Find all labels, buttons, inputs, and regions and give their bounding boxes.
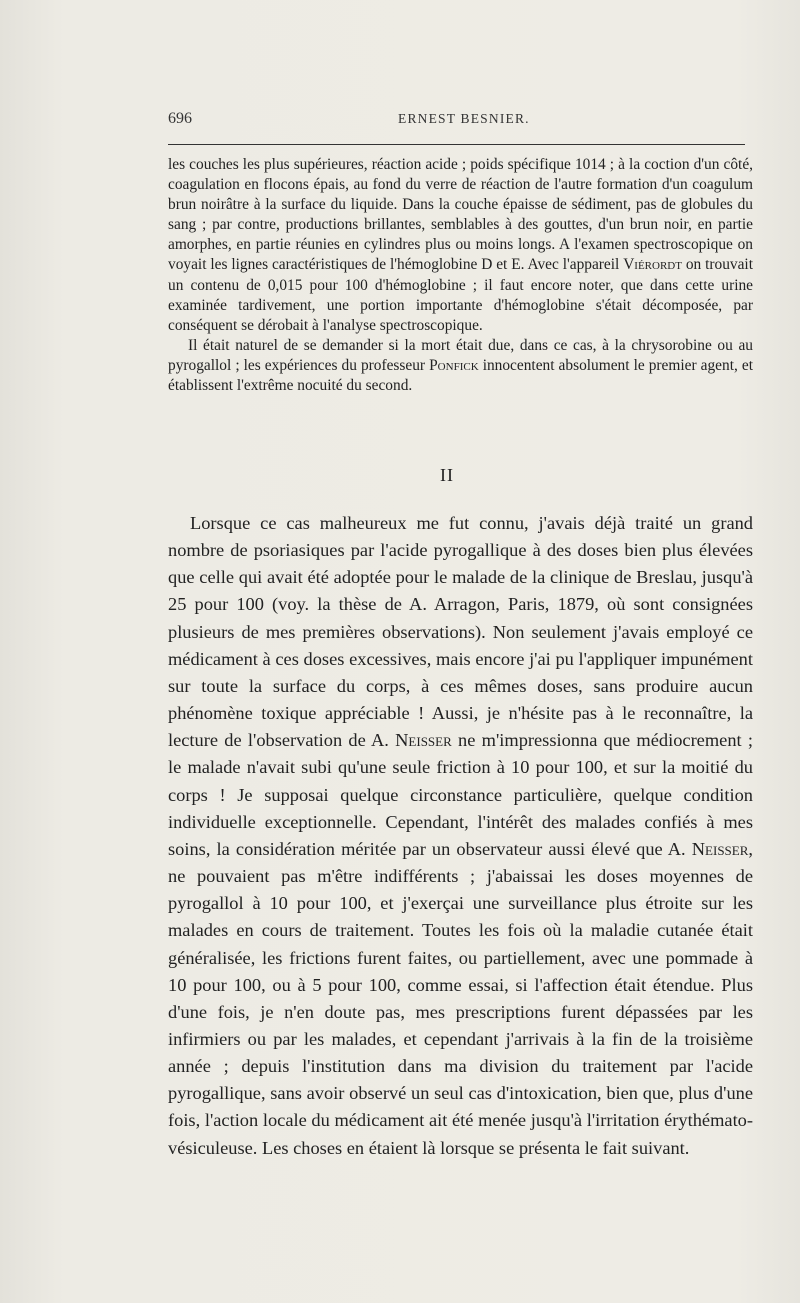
text-fragment: , ne pouvaient pas m'être indifférents ; j'abaissai les doses moyennes de pyrogallol à 10 pour 100, et j'exerçai une surveillance plus étroite sur les malades en cours de traitement. Toutes les fois où la maladie cutanée était généralisée, les frictions furent faites, ou partiellement, avec une pommade à 10 pour 100, ou à 5 pour 100, comme essai, si l'affection était étendue. Plus d'une fois, je n'en doute pas, mes prescriptions furent dépassées par les infirmiers ou par les malades, et cependant j'arrivais à la fin de la troisième année ; depuis l'institution dans ma division du traitement par l'acide pyrogallique, sans avoir observé un seul cas d'intoxication, bien que, plus d'une fois, l'action locale du médicament ait été menée jusqu'à l'irritation érythémato-vésiculeuse. Les choses en étaient là lorsque se présenta le fait suivant.: [168, 838, 753, 1158]
author-name: Neisser: [395, 730, 452, 751]
text-fragment: les couches les plus supérieures, réaction acide ; poids spécifique 1014 ; à la coction d'un côté, coagulation en flocons épais, au fond du verre de réaction de l'autre formation d'un coagulum brun noirâtre à la surface du liquide. Dans la couche épaisse de sédiment, pas de globules du sang ; par contre, productions brillantes, semblables à des gouttes, d'un brun noir, en partie amorphes, en partie réunies en cylindres plus ou moins longs. A l'examen spectroscopique on voyait les lignes caractéristiques de l'hémoglobine D et E. Avec l'appareil: [168, 156, 753, 274]
text-fragment: ne m'impressionna que médiocrement ; le malade n'avait subi qu'une seule friction à 10 pour 100, et sur la moitié du corps ! Je supposai quelque circonstance particulière, quelque condition individuelle exceptionnelle. Cependant, l'intérêt des malades confiés à mes soins, la considération méritée par un observateur aussi élevé que A.: [168, 730, 753, 859]
text-fragment: on trouvait un contenu de 0,015 pour 100 d'hémoglobine ; il faut encore noter, que dans cette urine examinée tardivement, une portion importante d'hémoglobine s'était décomposée, par conséquent se dérobait à l'analyse spectroscopique.: [168, 256, 753, 334]
text-fragment: innocentent absolument le premier agent, et établissent l'extrême nocuité du second.: [168, 356, 753, 395]
section-heading: II: [440, 465, 454, 485]
author-name: Ponfick: [429, 356, 479, 374]
header-rule: [168, 144, 745, 145]
author-name: Neisser: [691, 838, 749, 859]
running-title: ERNEST BESNIER.: [398, 111, 530, 126]
text-fragment: Lorsque ce cas malheureux me fut connu, j'avais déjà traité un grand nombre de psoriasiques par l'acide pyrogallique à des doses bien plus élevées que celle qui avait été adoptée pour le malade de la clinique de Breslau, jusqu'à 25 pour 100 (voy. la thèse de A. Arragon, Paris, 1879, où sont consignées plusieurs de mes premières observations). Non seulement j'avais employé ce médicament à ces doses excessives, mais encore j'ai pu l'appliquer impunément sur toute la surface du corps, à ces mêmes doses, sans produire aucun phénomène toxique appréciable ! Aussi, je n'hésite pas à le reconnaître, la lecture de l'observation de A.: [168, 513, 753, 751]
main-paragraph: [168, 510, 753, 1162]
text-fragment: Il était naturel de se demander si la mort était due, dans ce cas, à la chrysorobine ou au pyrogallol ; les expériences du professeur: [168, 336, 753, 374]
page-number: 696: [168, 110, 192, 127]
author-name: Viérordt: [623, 256, 682, 274]
running-head: [168, 110, 748, 134]
top-text-block: [168, 155, 753, 396]
top-paragraph-2: [168, 336, 753, 396]
main-text-block: [168, 510, 753, 1162]
top-paragraph-1: [168, 155, 753, 336]
